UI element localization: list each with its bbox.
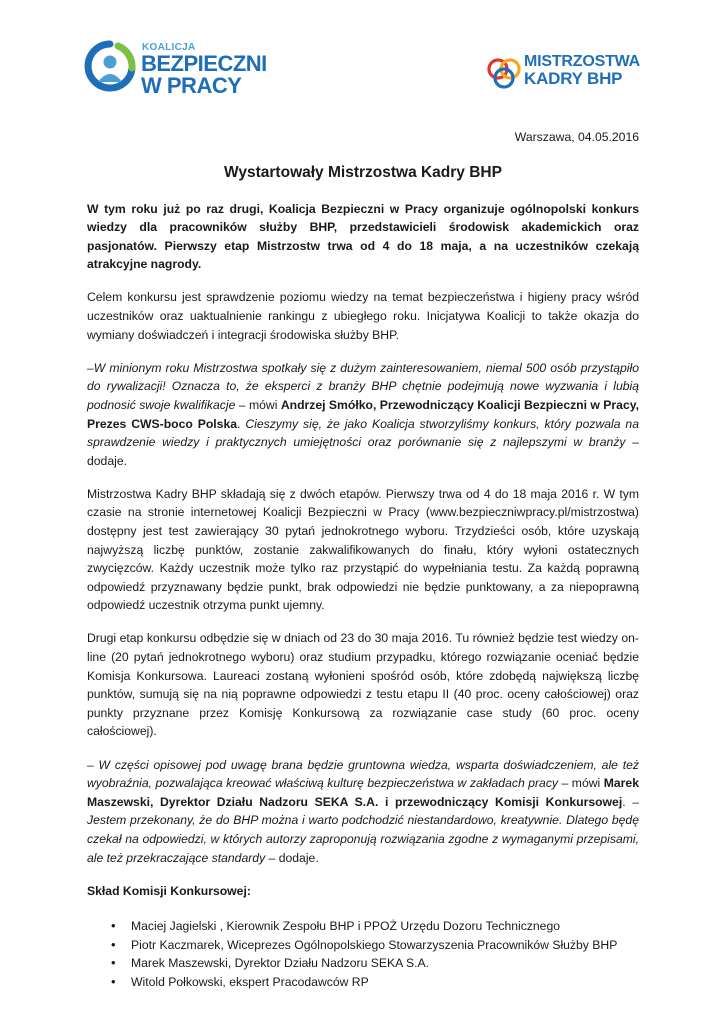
koalicja-logo xyxy=(84,40,267,100)
quote-maszewski-says: – mówi xyxy=(558,776,604,791)
press-release-body xyxy=(87,128,639,992)
committee-member: • Witold Połkowski, ekspert Pracodawców RP xyxy=(131,973,639,992)
quote-smolko-tail: – dodaje. xyxy=(87,435,640,468)
committee-member: • Marek Maszewski, Dyrektor Działu Nadzoru SEKA S.A. xyxy=(131,954,639,973)
paragraph-goal: Celem konkursu jest sprawdzenie poziomu wiedzy na temat bezpieczeństwa i higieny pracy wśród uczestników oraz uaktualnienie rankingu z ubiegłego roku. Inicjatywa Koalicji to także okazja do wymiany doświadczeń i integracji środowiska służby BHP. xyxy=(87,290,639,342)
release-date: Warszawa, 04.05.2016 xyxy=(514,130,639,144)
quote-maszewski-part2: – Jestem przekonany, że do BHP można i warto podchodzić niestandardowo, kreatywnie. Dlatego będę czekał na odpowiedzi, w których autorzy zaproponują rozwiązania zgodne z wymaganymi przepisami, ale też przekraczające standardy xyxy=(87,794,639,865)
mistrzostwa-logo-line2: KADRY BHP xyxy=(524,69,623,88)
quote-maszewski-dot: . xyxy=(622,794,633,809)
paragraph-quote-smolko xyxy=(87,359,639,471)
release-title: Wystartowały Mistrzostwa Kadry BHP xyxy=(224,163,502,181)
mistrzostwa-logo xyxy=(486,54,646,98)
committee-member: • Maciej Jagielski , Kierownik Zespołu BHP i PPOŻ Urzędu Dozoru Technicznego xyxy=(131,917,639,936)
quote-smolko-part2: Cieszymy się, że jako Koalicja stworzyliśmy konkurs, który pozwala na sprawdzenie wiedzy i praktycznych umiejętności oraz porównanie się z najlepszymi w branży xyxy=(87,416,639,450)
quote-smolko-says: – mówi xyxy=(235,397,281,412)
mistrzostwa-logo-line1: MISTRZOSTWA xyxy=(524,53,641,70)
paragraph-quote-maszewski xyxy=(87,756,639,868)
koalicja-logo-kicker: KOALICJA xyxy=(142,42,196,53)
quote-maszewski-part1: – W części opisowej pod uwagę brana będzie gruntowna wiedza, wsparta doświadczeniem, ale też wyobraźnia, pozwalająca kreować właściwą kulturę bezpieczeństwa w zakładach pracy xyxy=(87,757,639,791)
committee-member: • Piotr Kaczmarek, Wiceprezes Ogólnopolskiego Stowarzyszenia Pracowników Służby BHP xyxy=(131,936,639,955)
quote-smolko-part1: –W minionym roku Mistrzostwa spotkały się z dużym zainteresowaniem, niemal 500 osób przystąpiło do rywalizacji! Oznacza to, że eksperci z branży BHP chętnie podejmują nowe wyzwania i lubią podnosić swoje kwalifikacje xyxy=(87,360,639,412)
koalicja-person-icon xyxy=(84,40,136,96)
quote-smolko-speaker: Andrzej Smółko, Przewodniczący Koalicji Bezpieczni w Pracy, Prezes CWS-boco Polska xyxy=(87,397,639,431)
paragraph-stage-two: Drugi etap konkursu odbędzie się w dniach od 23 do 30 maja 2016. Tu również będzie test wiedzy on-line (20 pytań jednokrotnego wyboru) oraz studium przypadku, którego rozwiązanie oceniać będzie Komisja Konkursowa. Laureaci zostaną wyłonieni spośród osób, które zdobędą największą liczbę punktów, sumują się na nią poprawne odpowiedzi z testu etapu II (40 proc. oceny całościowej) oraz punkty przyznane przez Komisję Konkursową za rozwiązanie case study (60 proc. oceny całościowej). xyxy=(87,631,639,739)
quote-smolko-dot: . xyxy=(237,416,246,431)
committee-heading: Skład Komisji Konkursowej: xyxy=(87,883,251,898)
quote-maszewski-speaker: Marek Maszewski, Dyrektor Działu Nadzoru SEKA S.A. i przewodniczący Komisji Konkursowej xyxy=(87,776,639,809)
paragraph-stage-one: Mistrzostwa Kadry BHP składają się z dwóch etapów. Pierwszy trwa od 4 do 18 maja 2016 r. W tym czasie na stronie internetowej Koalicji Bezpieczni w Pracy (www.bezpieczniwpracy.pl/mistrzostwa) dostępny jest test zawierający 30 pytań jednokrotnego wyboru. Trzydzieści osób, które uzyskają najwyższą liczbę punktów, zostanie zakwalifikowanych do finału, który wyłoni ostatecznych zwycięzców. Każdy uczestnik może tylko raz przystąpić do wypełniania testu. Za każdą poprawną odpowiedź przyznawany będzie punkt, brak odpowiedzi nie będzie punktowany, a za niepoprawną odpowiedź uczestnik otrzyma punkt ujemny. xyxy=(87,486,639,613)
quote-maszewski-tail: – dodaje. xyxy=(265,850,319,865)
committee-list xyxy=(87,917,639,991)
lead-paragraph: W tym roku już po raz drugi, Koalicja Bezpieczni w Pracy organizuje ogólnopolski konkurs wiedzy dla pracowników służby BHP, przedstawicieli środowisk akademickich oraz pasjonatów. Pierwszy etap Mistrzostw trwa od 4 do 18 maja, a na uczestników czekają atrakcyjne nagrody. xyxy=(87,201,639,272)
rings-icon xyxy=(486,56,522,90)
koalicja-logo-line1: BEZPIECZNI xyxy=(141,51,267,76)
koalicja-logo-line2: W PRACY xyxy=(141,73,242,98)
